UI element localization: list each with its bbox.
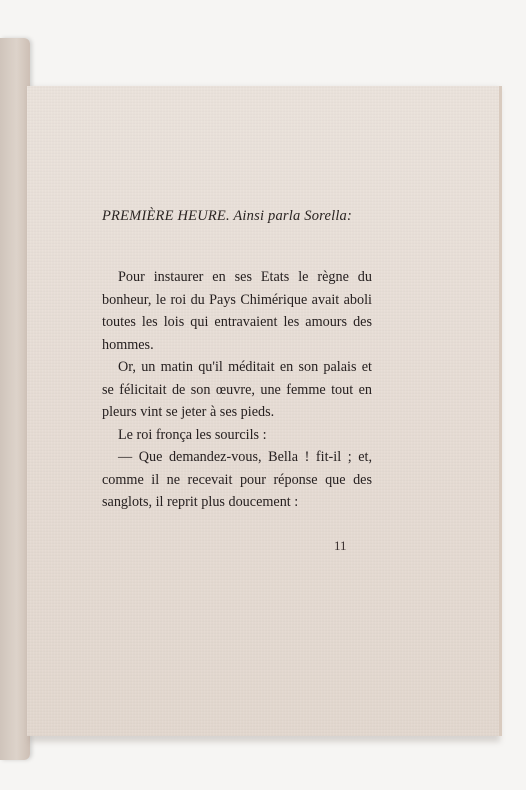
body-text [102,266,372,514]
paragraph-2: Or, un matin qu'il méditait en son palais et se félicitait de son œuvre, une femme tout en pleurs vint se jeter à ses pieds. [102,359,372,420]
page-number: 11 [334,538,347,553]
paragraph-4: — Que demandez-vous, Bella ! fit-il ; et, comme il ne recevait pour réponse que des sanglots, il reprit plus doucement : [102,449,372,510]
back-cover-edge [0,38,30,760]
chapter-heading: PREMIÈRE HEURE. Ainsi parla Sorella: [102,208,353,224]
book-page [27,86,502,736]
paragraph-3: Le roi fronça les sourcils : [118,426,267,443]
paragraph-1: Pour instaurer en ses Etats le règne du bonheur, le roi du Pays Chimérique avait aboli toutes les lois qui entravaient les amours des hommes. [102,269,372,353]
